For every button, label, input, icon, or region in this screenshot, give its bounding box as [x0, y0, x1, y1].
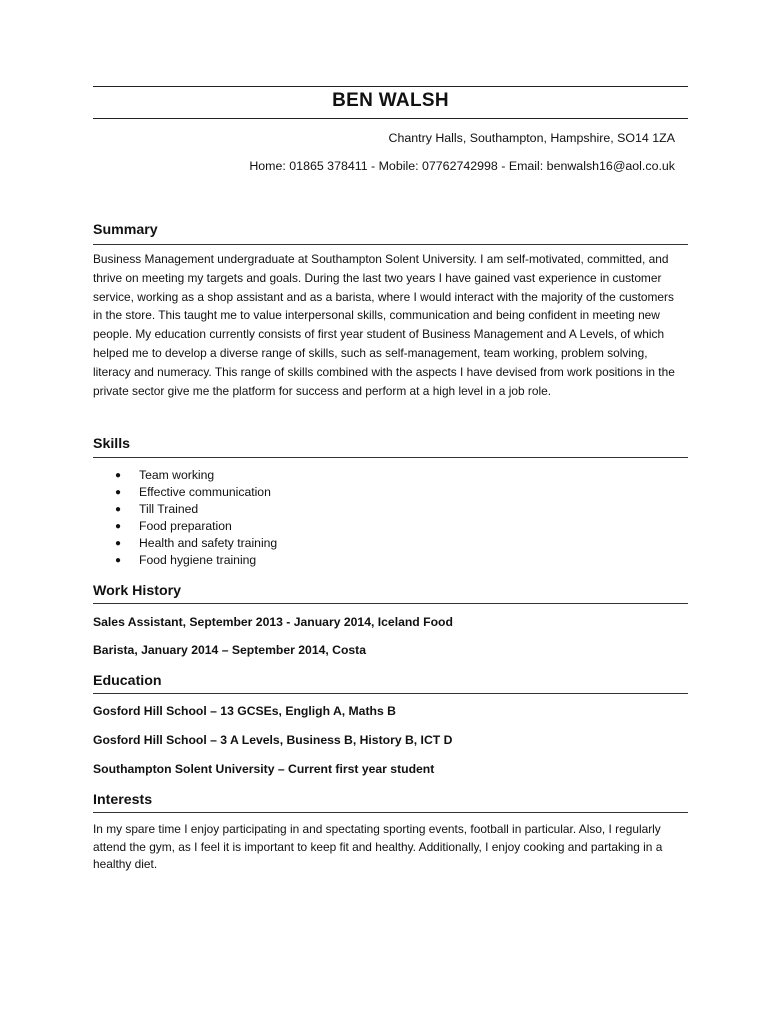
header-bottom-rule	[93, 118, 688, 119]
header-top-rule	[93, 86, 688, 87]
skill-label: Health and safety training	[139, 536, 278, 550]
bullet-icon: ●	[115, 487, 122, 498]
education-heading: Education	[93, 673, 162, 689]
list-item	[93, 467, 277, 484]
summary-heading: Summary	[93, 222, 158, 238]
bullet-icon: ●	[115, 521, 122, 532]
list-item	[93, 535, 277, 552]
work-history-heading: Work History	[93, 583, 182, 599]
bullet-icon: ●	[115, 504, 122, 515]
skill-label: Food preparation	[139, 519, 232, 533]
address-line: Chantry Halls, Southampton, Hampshire, SO14 1ZA	[388, 131, 675, 145]
summary-rule	[93, 244, 688, 245]
skill-label: Team working	[139, 468, 215, 482]
summary-text: Business Management undergraduate at Southampton Solent University. I am self-motivated, committed, and thrive on meeting my targets and goals. During the last two years I have gained vast experience in customer service, working as a shop assistant and as a barista, where I would interact with the majority of the customers in the store. This taught me to value interpersonal skills, communication and being confident in meeting new people. My education currently consists of first year student of Business Management and A Levels, of which helped me to develop a diverse range of skills, such as self-management, team working, problem solving, literacy and numeracy. This range of skills combined with the aspects I have devised from work positions in the private sector give me the platform for success and perform at a high level in a job role.	[93, 252, 675, 398]
work-entry: Barista, January 2014 – September 2014, Costa	[93, 643, 367, 657]
list-item	[93, 484, 277, 501]
skill-label: Effective communication	[139, 485, 271, 499]
interests-heading: Interests	[93, 792, 153, 808]
list-item	[93, 552, 277, 569]
skill-label: Till Trained	[139, 502, 199, 516]
skills-rule	[93, 457, 688, 458]
list-item	[93, 518, 277, 535]
education-entry: Gosford Hill School – 13 GCSEs, Engligh A, Maths B	[93, 704, 396, 718]
work-history-rule	[93, 603, 688, 604]
interests-rule	[93, 812, 688, 813]
skills-list	[93, 467, 277, 569]
education-rule	[93, 693, 688, 694]
skills-heading: Skills	[93, 436, 131, 452]
interests-text: In my spare time I enjoy participating in and spectating sporting events, football in particular. Also, I regularly attend the gym, as I feel it is important to keep fit and healthy. Additionally, I enjoy cooking and partaking in a healthy diet.	[93, 822, 663, 871]
skill-label: Food hygiene training	[139, 553, 257, 567]
contact-line: Home: 01865 378411 - Mobile: 07762742998 - Email: benwalsh16@aol.co.uk	[249, 159, 675, 173]
candidate-name: BEN WALSH	[332, 90, 449, 111]
bullet-icon: ●	[115, 538, 122, 549]
bullet-icon: ●	[115, 555, 122, 566]
work-entry: Sales Assistant, September 2013 - January 2014, Iceland Food	[93, 615, 453, 629]
list-item	[93, 501, 277, 518]
education-entry: Gosford Hill School – 3 A Levels, Business B, History B, ICT D	[93, 733, 453, 747]
education-entry: Southampton Solent University – Current first year student	[93, 762, 435, 776]
bullet-icon: ●	[115, 470, 122, 481]
